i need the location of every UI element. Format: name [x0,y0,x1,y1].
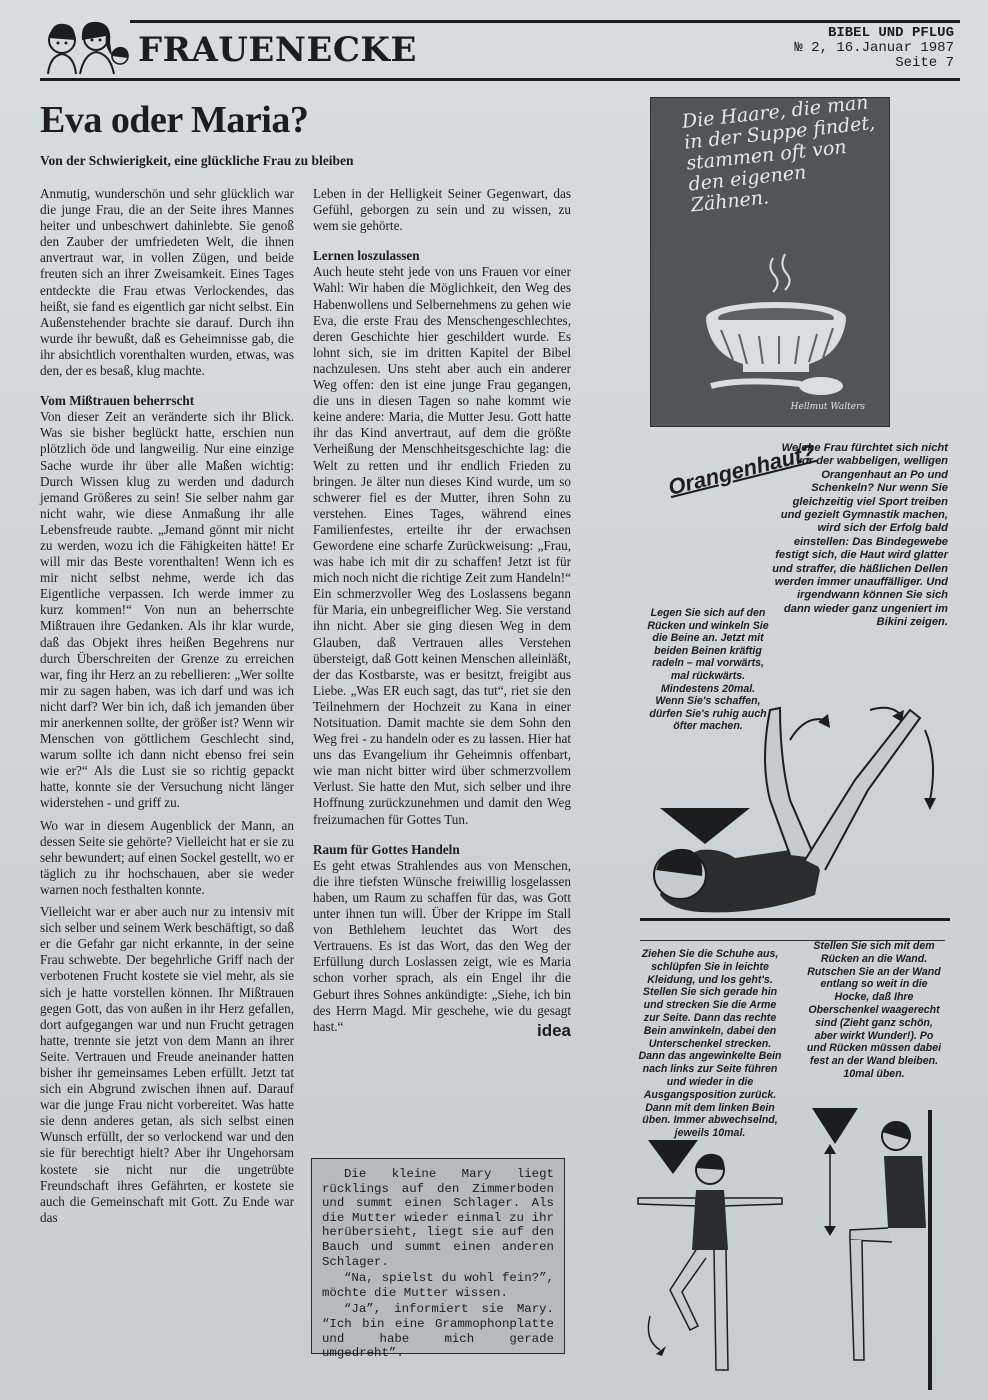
article-column-1 [40,186,294,1232]
exercise-1-text: Legen Sie sich auf den Rücken und winkeln Sie die Beine an. Jetzt mit beiden Beinen kräftig radeln – mal vorwärts, mal rückwärts. Mindestens 20mal. Wenn Sie's schaffen, dürfen Sie's ruhig auch öfter machen. [647,607,769,733]
joke-paragraph: “Na, spielst du wohl fein?”, möchte die Mutter wissen. [322,1271,554,1300]
exercise-2-text: Ziehen Sie die Schuhe aus, schlüpfen Sie in leichte Kleidung, und los geht's. Stellen Sie sich gerade hin und strecken Sie die Arme zur Seite. Dann das rechte Bein anwinkeln, dabei den Unterschenkel strecken. Dann das angewinkelte Bein nach links zur Seite führen und wieder in die Ausgangsposition zurück. Dann mit dem linken Bein üben. Immer abwechselnd, jeweils 10mal. [638,948,782,1140]
cartoon [650,91,890,427]
women-logo-icon [40,16,132,76]
soup-bowl-icon [681,248,871,398]
article-paragraph: Wo war in diesem Augenblick der Mann, an dessen Seite sie gehörte? Vielleicht hat er sie zu sehr bewundert; auf einen Sockel gestellt, wo er täglich zu ihr hochschauen, aber sie weder warnen noch festhalten konnte. [40,817,294,897]
masthead [40,12,960,82]
page-number: Seite 7 [895,55,954,71]
article-title: Eva oder Maria? [40,99,309,141]
publication-info [794,26,954,71]
joke-paragraph: Die kleine Mary liegt rücklings auf den Zimmerboden und summt einen Schlager. Als die Mutter wieder einmal zu ihr herübersieht, liegt sie auf den Bauch und summt einen anderen Schlager. [322,1167,554,1269]
article-paragraph: Auch heute steht jede von uns Frauen vor einer Wahl: Wir haben die Möglichkeit, den Weg des Habenwollens und Selbernehmens zu gehen wie Eva, die erste Frau des Menschengeschlechtes, deren Geschichte hier geschildert wurde. Es lohnt sich, sie im dritten Kapitel der Bibel nachzulesen. Uns steht aber auch ein anderer Weg offen: den ist eine junge Frau gegangen, die uns in diesen Tagen so nahe kommt wie keine andere: Maria, die Mutter Jesu. Gott hatte ihr das Kind anvertraut, auf dem die größte Verheißung der Menschheitsgeschichte lag: die Welt zu retten und ihr endlich Frieden zu bringen. Je älter nun dieses Kind wurde, um so schwerer fiel es der Mutter, ihren Sohn zu verstehen. Eines Tages, während eines Familienfestes, erteilte ihr der erwachsen Gewordene eine scharfe Zurückweisung: „Frau, was habe ich mit dir zu schaffen! Jetzt ist für mich noch nicht die richtige Zeit zum Handeln!“ Ein schmerzvoller Weg des Loslassens begann für Maria, ein unbegreiflicher Weg. Sie verstand ihn nicht. Aber sie ging diesen Weg in dem Glauben, daß Vertrauen alles Verstehen übersteigt, daß Gott keinen Menschen alleinläßt, der das Kostbarste, was er besitzt, freigibt aus Liebe. „Was ER euch sagt, das tut“, riet sie den Teilnehmern der Hochzeit zu Kana in einer Notsituation. Damit machte sie dem Sohn den Weg frei - zu handeln oder es zu lassen. Hier hat uns das Evangelium ihr Geheimnis offenbart, wie man nicht bitter wird über schmerzvollem Verlust. Sie hatte den Mut, sich selber und ihre Hoffnung zurückzunehmen und damit den Weg freizumachen für Gottes Tun. [313,264,571,827]
publication-name: BIBEL UND PFLUG [827,25,954,41]
cartoon-caption: Die Haare, die man in der Suppe findet, stammen oft von den eigenen Zähnen. [680,91,877,217]
cartoon-signature: Hellmut Walters [790,402,865,412]
article-subheading: Vom Mißtrauen beherrscht [40,393,195,409]
article-paragraph: Anmutig, wunderschön und sehr glücklich war die junge Frau, die an der Seite ihres Mannes heiter und unbeschwert dahinlebte. Sie genoß den Zauber der umfriedeten Welt, die ihnen anvertraut war, in vollen Zügen, und beide freuten sich an ihrer Zweisamkeit. Eines Tages entdeckte die Frau etwas Verlockendes, das heißt, sie fand es eigentlich gar nicht selbst. Ein Außenstehender brachte sie darauf. Durch ihn wurde ihr bewußt, daß es Geheimnisse gab, die ihr absichtlich vorenthalten wurden, etwas, was den, der es besaß, klug machte. [40,186,294,379]
section-title: FRAUENECKE [138,30,417,70]
article-credit: idea [536,1020,571,1040]
issue-date: № 2, 16.Januar 1987 [794,40,954,56]
article-paragraph: Leben in der Helligkeit Seiner Gegenwart, das Gefühl, geborgen zu sein und zu wissen, zu wem sie gehörte. [313,186,571,234]
article-subheading: Raum für Gottes Handeln [313,841,460,857]
joke-paragraph: “Ja”, informiert sie Mary. “Ich bin eine Grammophonplatte und habe mich gerade umgedreht”. [322,1302,554,1361]
masthead-rule-bottom [40,78,960,81]
article-column-2 [313,186,571,1039]
article-paragraph: Von dieser Zeit an veränderte sich ihr Blick. Was sie bisher beglückt hatte, erschien nun plötzlich öde und langweilig. Nur eine einzige Sache wurde ihr über alle Maßen wichtig: Durch Wissen klug zu werden und dadurch jemand Größeres zu sein! Sie selber nahm gar nicht wahr, wie diese Anmaßung ihr alle Lebensfreude raubte. „Jemand gönnt mir nicht zu werden, wozu ich die Fähigkeiten hätte! Er will mir das Beste vorenthalten! Wenn ich es mir nicht selbst nehme, werde ich das Eigentliche verpassen. Ich werde immer zu kurz kommen!“ Von nun an beherrschte Mißtrauen ihre Gedanken. Als ihr klar wurde, daß das Objekt ihres heißen Begehrens nur durch Überschreiten der Grenze zu erreichen war, fing ihr Herz an zu rebellieren: „Wer sollte mir zu sagen haben, was ich darf und was ich nicht darf? Wer bin ich, daß ich jemanden über mir anerkennen sollte, der größer ist? Wenn wir Menschen von göttlichem Geschlecht sind, warum sollte ich dann nicht ebenso frei sein wie er?“ Als die Lust sie so richtig gepackt hatte, konnte sie der Versuchung nicht länger widerstehen - und griff zu. [40,409,294,811]
article-paragraph: Es geht etwas Strahlendes aus von Menschen, die ihre tiefsten Wünsche freiwillig losgelassen haben, um Raum zu schaffen für das, was Gott unter ihnen tun will. Über der Krippe im Stall von Bethlehem leuchtet das Wort des Vertrauens. Es ist das Wort, das den Weg der Erfüllung durch Loslassen zeigt, wie es Maria schon vorher sprach, als ein Engel ihr die Geburt ihres Sohnes ankündigte: „Siehe, ich bin des Herrn Magd. Mir geschehe, wie du gesagt hast.“ [313,857,571,1034]
cycling-exercise-illustration [640,680,950,930]
article-paragraph: Vielleicht war er aber auch nur zu intensiv mit sich selber und seinem Werk beschäftigt, so daß er die Gefahr gar nicht erkannte, in der seine Frau schwebte. Der begehrliche Griff nach der verbotenen Frucht kostete sie viel mehr, als sie sich je hatte vorstellen können. Ihr Mißtrauen gegen Gott, das von außen in ihr Herz gefallen, dort aufgegangen war und nun Frucht getragen hatte, trennte sie jetzt von dem Mann an ihrer Seite. Vertrauen und Freude aneinander hatten bisher ihr gemeinsames Leben erfüllt. Jetzt tat sich ein Abgrund zwischen ihnen auf. Darauf war die junge Frau nicht vorbereitet. Was hatte sie denn anderes getan, als sich selbst einen Wunsch erfüllt, der so verlockend war und den sie für berechtigt hielt? Aber ihr Ungehorsam kostete sie nicht nur die ungetrübte Freundschaft ihres Gefährten, er kostete sie auch die Gemeinschaft mit Gott. Zu Ende war das [40,904,294,1225]
standing-exercise-illustration [630,1140,790,1390]
exercise-3-text: Stellen Sie sich mit dem Rücken an die Wand. Rutschen Sie an der Wand entlang so weit in die Hocke, daß Ihre Oberschenkel waagerecht sind (Zieht ganz schön, aber wirkt Wunder!). Po und Rücken müssen dabei fest an der Wand bleiben. 10mal üben. [806,940,942,1080]
joke-box [311,1158,565,1361]
masthead-rule-top [130,20,960,23]
article-subheading: Lernen loszulassen [313,248,420,264]
fitness-title: Orangenhaut? [665,439,818,501]
article-subtitle: Von der Schwierigkeit, eine glückliche Frau zu bleiben [40,153,354,168]
fitness-intro: Welche Frau fürchtet sich nicht vor der wabbeligen, welligen Orangenhaut an Po und Schenkeln? Nur wenn Sie gleichzeitig viel Sport treiben und gezielt Gymnastik machen, wird sich der Erfolg bald einstellen: Das Bindegewebe festigt sich, die Haut wird glatter und straffer, die häßlichen Dellen werden immer unauffälliger. Und irgendwann können Sie sich dann wieder ganz ungeniert im Bikini zeigen. [772,442,948,629]
wall-sit-exercise-illustration [810,1110,950,1390]
